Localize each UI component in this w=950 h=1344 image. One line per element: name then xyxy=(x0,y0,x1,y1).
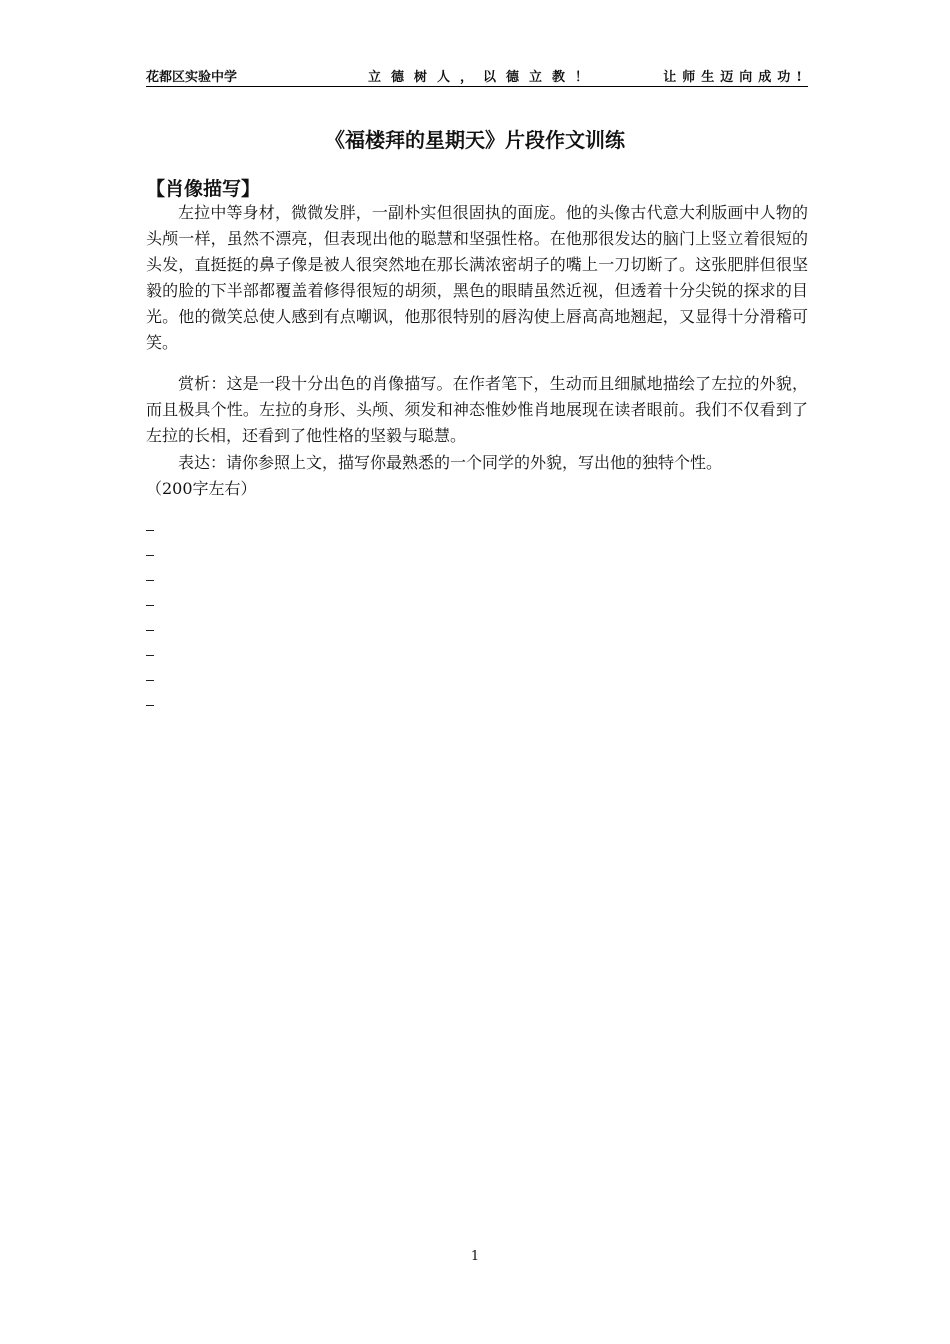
analysis-paragraph: 赏析：这是一段十分出色的肖像描写。在作者笔下，生动而且细腻地描绘了左拉的外貌，而且极具个性。左拉的身形、头颅、须发和神态惟妙惟肖地展现在读者眼前。我们不仅看到了左拉的长相，还看到了他性格的坚毅与聪慧。 xyxy=(146,374,808,445)
section-heading: 【肖像描写】 xyxy=(146,178,261,200)
writing-line xyxy=(146,530,154,531)
header-school: 花都区实验中学 xyxy=(146,70,238,85)
portrait-passage: 左拉中等身材，微微发胖，一副朴实但很固执的面庞。他的头像古代意大利版画中人物的头颅一样，虽然不漂亮，但表现出他的聪慧和坚强性格。在他那很发达的脑门上竖立着很短的头发，直挺挺的鼻子像是被人很突然地在那长满浓密胡子的嘴上一刀切断了。这张肥胖但很坚毅的脸的下半部都覆盖着修得很短的胡须，黑色的眼睛虽然近视，但透着十分尖锐的探求的目光。他的微笑总使人感到有点嘲讽，他那很特别的唇沟使上唇高高地翘起，又显得十分滑稽可笑。 xyxy=(146,203,808,352)
writing-line xyxy=(146,680,154,681)
writing-line xyxy=(146,555,154,556)
task-text: 表达：请你参照上文，描写你最熟悉的一个同学的外貌，写出他的独特个性。 xyxy=(178,453,723,472)
header-motto: 立德树人，以德立教！ xyxy=(368,70,599,85)
task-note: （200字左右） xyxy=(146,479,257,498)
page-header xyxy=(146,66,808,87)
header-slogan: 让师生迈向成功! xyxy=(663,70,808,85)
writing-line xyxy=(146,605,154,606)
task-paragraph xyxy=(146,450,808,502)
page-number: 1 xyxy=(470,1249,480,1264)
writing-area xyxy=(146,530,154,730)
writing-line xyxy=(146,655,154,656)
writing-line xyxy=(146,705,154,706)
writing-line xyxy=(146,580,154,581)
document-title: 《福楼拜的星期天》片段作文训练 xyxy=(325,128,625,152)
writing-line xyxy=(146,630,154,631)
